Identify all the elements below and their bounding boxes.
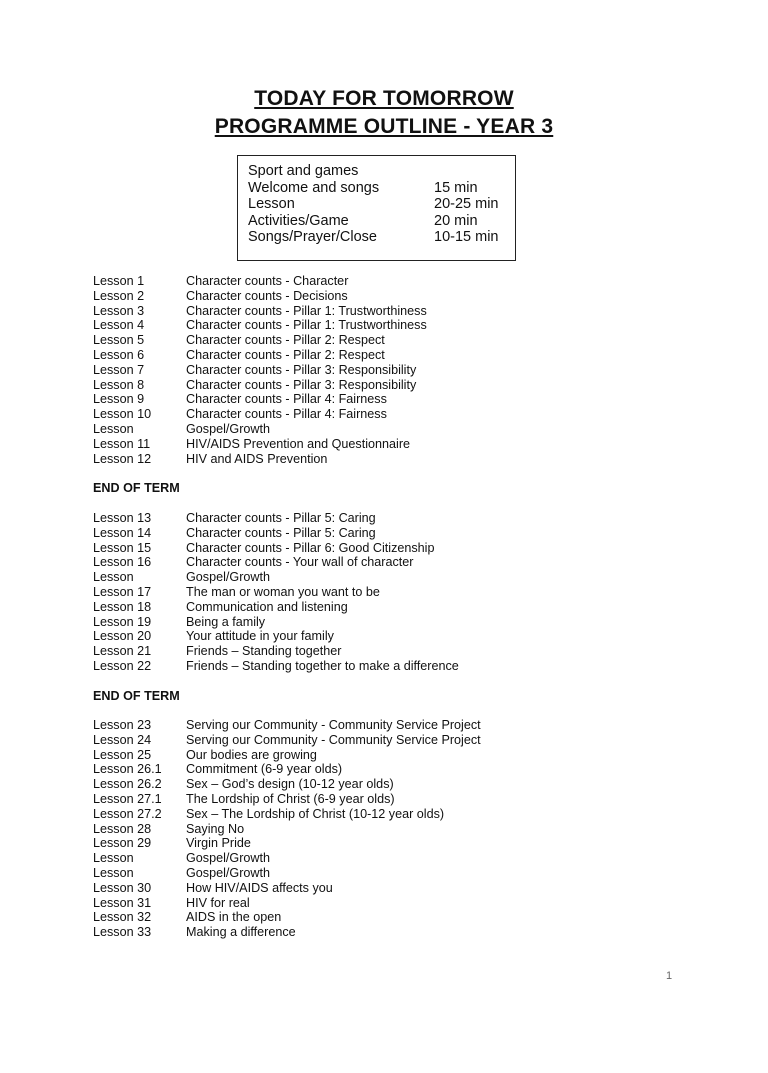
schedule-item-label: Activities/Game xyxy=(248,212,349,229)
lesson-row xyxy=(93,511,376,526)
lesson-title: Being a family xyxy=(186,614,266,629)
lesson-title: Your attitude in your family xyxy=(186,629,334,644)
lesson-number: Lesson 9 xyxy=(93,392,145,407)
lesson-row xyxy=(93,629,334,644)
lesson-number: Lesson 8 xyxy=(93,377,145,392)
lesson-number: Lesson 30 xyxy=(93,880,152,895)
lesson-title: Friends – Standing together to make a difference xyxy=(186,659,459,673)
lesson-number: Lesson 23 xyxy=(93,718,152,732)
lesson-number: Lesson 19 xyxy=(93,614,152,629)
lesson-row xyxy=(93,348,385,363)
lesson-row xyxy=(93,289,348,304)
lesson-number: Lesson 7 xyxy=(93,362,145,377)
lesson-number: Lesson 13 xyxy=(93,511,152,525)
lesson-title: Character counts - Pillar 6: Good Citizenship xyxy=(186,540,435,555)
lesson-title: Gospel/Growth xyxy=(186,851,270,866)
lesson-title: HIV for real xyxy=(186,895,250,910)
lesson-row xyxy=(93,748,317,763)
lesson-number: Lesson 4 xyxy=(93,318,145,333)
lesson-row xyxy=(93,807,444,822)
lesson-row xyxy=(93,762,342,777)
lesson-row xyxy=(93,274,348,289)
lesson-title: Gospel/Growth xyxy=(186,422,270,436)
lesson-row xyxy=(93,851,270,866)
lesson-number: Lesson 6 xyxy=(93,348,145,362)
lesson-number: Lesson 31 xyxy=(93,895,152,910)
lesson-row xyxy=(93,585,380,600)
lesson-title: Character counts - Your wall of character xyxy=(186,555,414,570)
lesson-title: Gospel/Growth xyxy=(186,866,270,880)
lesson-title: Character counts - Character xyxy=(186,274,349,288)
lesson-title: Making a difference xyxy=(186,925,296,940)
lesson-title: Gospel/Growth xyxy=(186,570,270,585)
lesson-row xyxy=(93,733,481,748)
schedule-item xyxy=(248,213,478,229)
lesson-number: Lesson 18 xyxy=(93,599,152,614)
lesson-number: Lesson 15 xyxy=(93,540,152,555)
lesson-row xyxy=(93,866,270,881)
lesson-title: Character counts - Pillar 4: Fairness xyxy=(186,407,387,422)
lesson-title: Character counts - Pillar 4: Fairness xyxy=(186,392,387,407)
lesson-row xyxy=(93,718,481,733)
lesson-number: Lesson 11 xyxy=(93,436,151,451)
lesson-number: Lesson 2 xyxy=(93,288,145,303)
lesson-row xyxy=(93,333,385,348)
lesson-number: Lesson 1 xyxy=(93,274,145,288)
schedule-item xyxy=(248,229,498,245)
lesson-number: Lesson 14 xyxy=(93,525,152,540)
schedule-item-time: 20 min xyxy=(434,212,478,229)
schedule-item-time: 10-15 min xyxy=(434,229,499,245)
lesson-title: Character counts - Pillar 1: Trustworthiness xyxy=(186,303,427,318)
lesson-row xyxy=(93,644,341,659)
lesson-row xyxy=(93,600,348,615)
lesson-number: Lesson 3 xyxy=(93,303,145,318)
lesson-title: Friends – Standing together xyxy=(186,644,342,659)
lesson-number: Lesson 22 xyxy=(93,659,152,673)
schedule-item-label: Welcome and songs xyxy=(248,179,380,196)
schedule-item xyxy=(248,180,478,196)
lesson-number: Lesson xyxy=(93,866,134,880)
lesson-number: Lesson 29 xyxy=(93,836,152,851)
lesson-number: Lesson 12 xyxy=(93,451,152,466)
lesson-row xyxy=(93,570,270,585)
schedule-item-time: 20-25 min xyxy=(434,196,499,212)
lesson-row xyxy=(93,615,265,630)
lesson-row xyxy=(93,378,416,393)
lesson-row xyxy=(93,452,327,467)
lesson-row xyxy=(93,925,296,940)
document-title: TODAY FOR TOMORROW xyxy=(254,87,514,110)
lesson-title: How HIV/AIDS affects you xyxy=(186,880,333,895)
lesson-row xyxy=(93,910,281,925)
lesson-title: Virgin Pride xyxy=(186,836,251,851)
lesson-title: Character counts - Pillar 5: Caring xyxy=(186,511,376,525)
lesson-row xyxy=(93,822,244,837)
lesson-title: HIV and AIDS Prevention xyxy=(186,451,328,466)
lesson-number: Lesson 32 xyxy=(93,910,152,925)
lesson-number: Lesson 21 xyxy=(93,644,152,659)
lesson-row xyxy=(93,777,394,792)
lesson-number: Lesson 24 xyxy=(93,732,152,747)
lesson-number: Lesson 33 xyxy=(93,925,152,940)
end-of-term-heading: END OF TERM xyxy=(93,481,180,495)
lesson-row xyxy=(93,363,416,378)
lesson-row xyxy=(93,407,387,422)
document-subtitle: PROGRAMME OUTLINE - YEAR 3 xyxy=(214,115,554,138)
session-schedule-box xyxy=(237,155,516,261)
lesson-number: Lesson 10 xyxy=(93,407,152,422)
end-of-term-heading: END OF TERM xyxy=(93,689,180,703)
lesson-row xyxy=(93,437,410,452)
lesson-row xyxy=(93,541,435,556)
lesson-title: Saying No xyxy=(186,821,245,836)
schedule-item-label: Songs/Prayer/Close xyxy=(248,229,377,245)
lesson-number: Lesson 26.2 xyxy=(93,777,162,792)
lesson-title: Character counts - Pillar 2: Respect xyxy=(186,348,385,362)
lesson-title: Serving our Community - Community Service Project xyxy=(186,718,481,732)
lesson-number: Lesson xyxy=(93,570,134,585)
lesson-row xyxy=(93,422,270,437)
lesson-number: Lesson 26.1 xyxy=(93,762,162,777)
lesson-row xyxy=(93,792,395,807)
lesson-title: HIV/AIDS Prevention and Questionnaire xyxy=(186,436,411,451)
schedule-item-label: Lesson xyxy=(248,196,295,212)
lesson-number: Lesson 28 xyxy=(93,821,152,836)
lesson-row xyxy=(93,881,333,896)
lesson-row xyxy=(93,526,376,541)
lesson-title: Character counts - Pillar 3: Responsibility xyxy=(186,377,417,392)
lesson-title: Character counts - Pillar 1: Trustworthiness xyxy=(186,318,427,333)
lesson-row xyxy=(93,392,387,407)
lesson-number: Lesson xyxy=(93,851,134,866)
lesson-number: Lesson 16 xyxy=(93,555,152,570)
lesson-title: The Lordship of Christ (6-9 year olds) xyxy=(186,792,395,806)
lesson-number: Lesson 25 xyxy=(93,747,152,762)
lesson-row xyxy=(93,555,414,570)
lesson-title: Communication and listening xyxy=(186,599,348,614)
schedule-item-time: 15 min xyxy=(434,179,478,196)
lesson-number: Lesson 27.2 xyxy=(93,806,162,821)
lesson-title: Character counts - Pillar 2: Respect xyxy=(186,333,385,348)
lesson-title: Commitment (6-9 year olds) xyxy=(186,762,343,777)
lesson-number: Lesson 27.1 xyxy=(93,792,162,806)
lesson-title: Character counts - Pillar 3: Responsibility xyxy=(186,362,417,377)
lesson-title: Character counts - Decisions xyxy=(186,288,348,303)
lesson-title: AIDS in the open xyxy=(186,910,282,925)
lesson-row xyxy=(93,836,251,851)
lesson-row xyxy=(93,659,459,674)
page-number: 1 xyxy=(666,970,673,982)
lesson-number: Lesson xyxy=(93,422,134,436)
lesson-title: Serving our Community - Community Service Project xyxy=(186,732,481,747)
lesson-title: Our bodies are growing xyxy=(186,747,317,762)
schedule-item xyxy=(248,196,498,212)
lesson-number: Lesson 17 xyxy=(93,585,152,599)
lesson-row xyxy=(93,304,427,319)
lesson-title: Sex – The Lordship of Christ (10-12 year olds) xyxy=(186,806,445,821)
lesson-number: Lesson 20 xyxy=(93,629,152,644)
lesson-row xyxy=(93,896,250,911)
schedule-heading: Sport and games xyxy=(248,163,359,179)
lesson-row xyxy=(93,318,427,333)
lesson-title: The man or woman you want to be xyxy=(186,585,380,599)
lesson-number: Lesson 5 xyxy=(93,333,145,348)
lesson-title: Sex – God’s design (10-12 year olds) xyxy=(186,777,394,792)
lesson-title: Character counts - Pillar 5: Caring xyxy=(186,525,376,540)
